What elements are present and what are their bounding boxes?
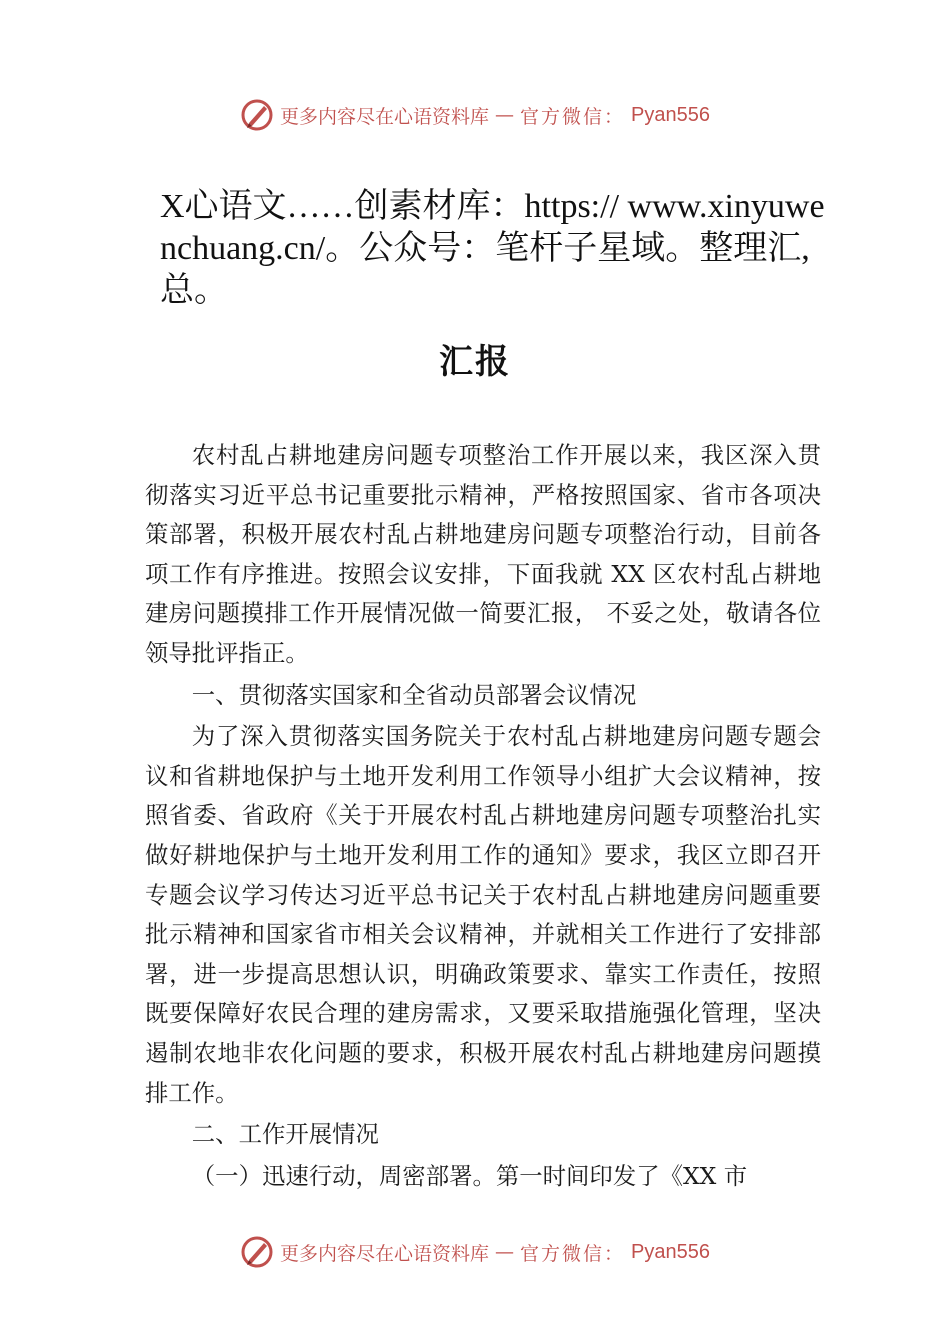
banner-slogan: 更多内容尽在心语资料库 <box>280 1242 490 1265</box>
banner-slogan: 更多内容尽在心语资料库 <box>280 105 490 128</box>
banner-wechat-id: Pyan556 <box>631 103 710 126</box>
banner-separator: — <box>495 104 515 126</box>
banner-wechat-label: 官方微信： <box>520 1242 626 1265</box>
section-heading-2: 二、工作开展情况 <box>191 1120 379 1149</box>
footer-banner <box>0 1232 950 1272</box>
banner-wechat-label: 官方微信： <box>520 105 626 128</box>
section-heading-1: 一、贯彻落实国家和全省动员部署会议情况 <box>191 680 637 709</box>
paragraph-section-2-1: （一）迅速行动，周密部署。第一时间印发了《XX 市 <box>191 1161 748 1190</box>
document-body <box>145 436 821 1196</box>
source-note: X心语文……创素材库：https:// www.xinyuwenchuang.cn/。公众号：笔杆子星域。整理汇,总。 <box>160 188 825 309</box>
paragraph-section-1: 为了深入贯彻落实国务院关于农村乱占耕地建房问题专题会议和省耕地保护与土地开发利用工作领导小组扩大会议精神，按照省委、省政府《关于开展农村乱占耕地建房问题专项整治扎实做好耕地保护与土地开发利用工作的通知》要求，我区立即召开专题会议学习传达习近平总书记关于农村乱占耕地建房问题重要批示精神和国家省市相关会议精神，并就相关工作进行了安排部署，进一步提高思想认识，明确政策要求、靠实工作责任，按照既要保障好农民合理的建房需求，又要采取措施强化管理，坚决遏制农地非农化问题的要求，积极开展农村乱占耕地建房问题摸排工作。 <box>145 722 821 1107</box>
paragraph-intro: 农村乱占耕地建房问题专项整治工作开展以来，我区深入贯彻落实习近平总书记重要批示精神，严格按照国家、省市各项决策部署，积极开展农村乱占耕地建房问题专项整治行动，目前各项工作有序推进。按照会议安排，下面我就 XX 区农村乱占耕地建房问题摸排工作开展情况做一简要汇报， 不妥之处，敬请各位领导批评指正。 <box>145 441 821 667</box>
document-title: 汇报 <box>439 342 511 382</box>
pen-seal-icon <box>240 1235 274 1269</box>
pen-seal-icon <box>240 98 274 132</box>
banner-separator: — <box>495 1241 515 1263</box>
banner-wechat-id: Pyan556 <box>631 1240 710 1263</box>
header-banner <box>0 95 950 135</box>
